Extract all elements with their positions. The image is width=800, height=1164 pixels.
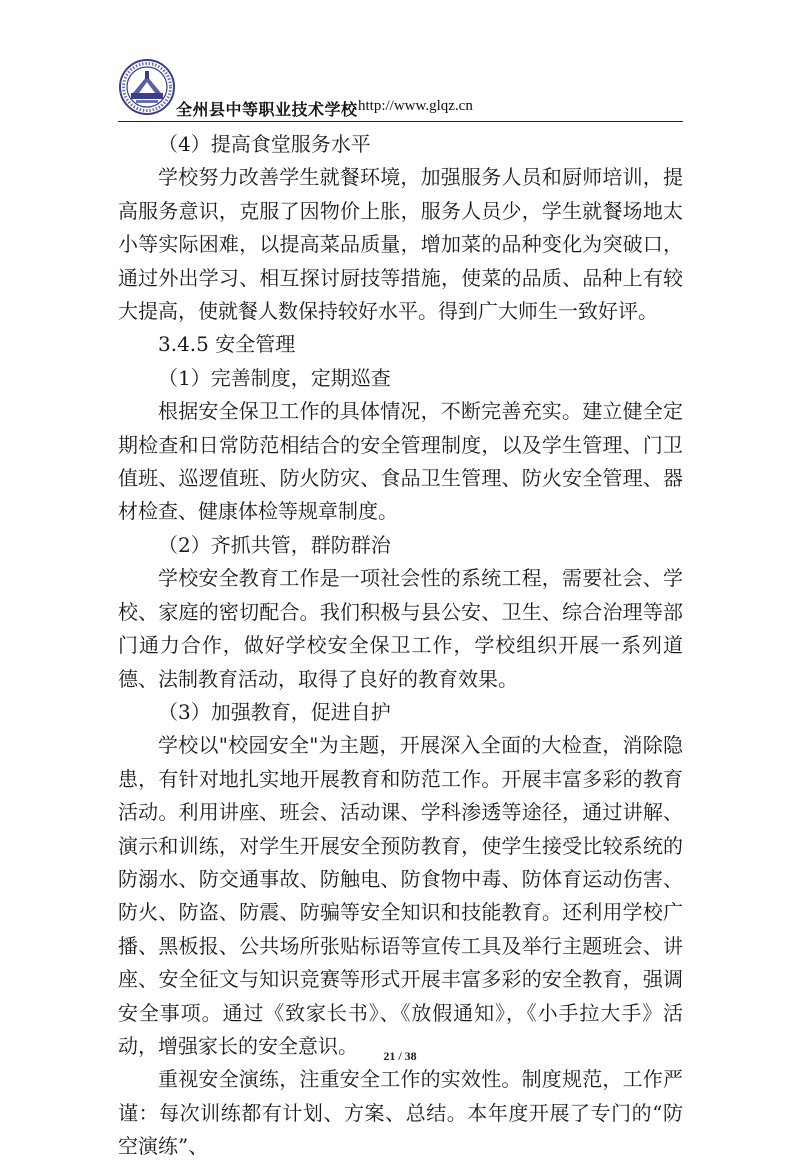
document-body [118,128,683,1164]
subheading-education: （3）加强教育，促进自护 [158,699,391,724]
page-header [118,56,683,122]
subheading-canteen: （4）提高食堂服务水平 [158,132,371,156]
paragraph-drills: 重视安全演练，注重安全工作的实效性。制度规范，工作严谨：每次训练都有计划、方案、总结。本年度开展了专门的“防空演练”、 [118,1067,683,1159]
paragraph-system: 根据安全保卫工作的具体情况，不断完善充实。建立健全定期检查和日常防范相结合的安全管理制度，以及学生管理、门卫值班、巡逻值班、防火防灾、食品卫生管理、防火安全管理、器材检查、健康体检等规章制度。 [118,399,683,524]
header-divider [118,121,683,122]
subheading-joint-management: （2）齐抓共管，群防群治 [158,532,391,557]
paragraph-education: 学校以"校园安全"为主题，开展深入全面的大检查，消除隐患，有针对地扎实地开展教育和防范工作。开展丰富多彩的教育活动。利用讲座、班会、活动课、学科渗透等途径，通过讲解、演示和训练，对学生开展安全预防教育，使学生接受比较系统的防溺水、防交通事故、防触电、防食物中毒、防体育运动伤害、防火、防盗、防震、防骗等安全知识和技能教育。还利用学校广播、黑板报、公共场所张贴标语等宣传工具及举行主题班会、讲座、安全征文与知识竞赛等形式开展丰富多彩的安全教育，强调安全事项。通过《致家长书》、《放假通知》，《小手拉大手》活动，增强家长的安全意识。 [118,733,683,1058]
subheading-system: （1）完善制度，定期巡查 [158,365,391,390]
school-url[interactable]: http://www.glqz.cn [358,98,473,114]
school-emblem-icon [118,58,176,116]
page-number: 21 / 38 [383,1049,417,1063]
paragraph-canteen: 学校努力改善学生就餐环境，加强服务人员和厨师培训，提高服务意识，克服了因物价上胀，服务人员少，学生就餐场地太小等实际困难，以提高菜品质量，增加菜的品种变化为突破口，通过外出学习、相互探讨厨技等措施，使菜的品质、品种上有较大提高，使就餐人数保持较好水平。得到广大师生一致好评。 [118,165,683,324]
school-name: 全州县中等职业技术学校 [176,100,358,119]
paragraph-joint-management: 学校安全教育工作是一项社会性的系统工程，需要社会、学校、家庭的密切配合。我们积极与县公安、卫生、综合治理等部门通力合作，做好学校安全保卫工作，学校组织开展一系列道德、法制教育活动，取得了良好的教育效果。 [118,566,683,691]
section-heading-safety: 3.4.5 安全管理 [158,332,296,357]
